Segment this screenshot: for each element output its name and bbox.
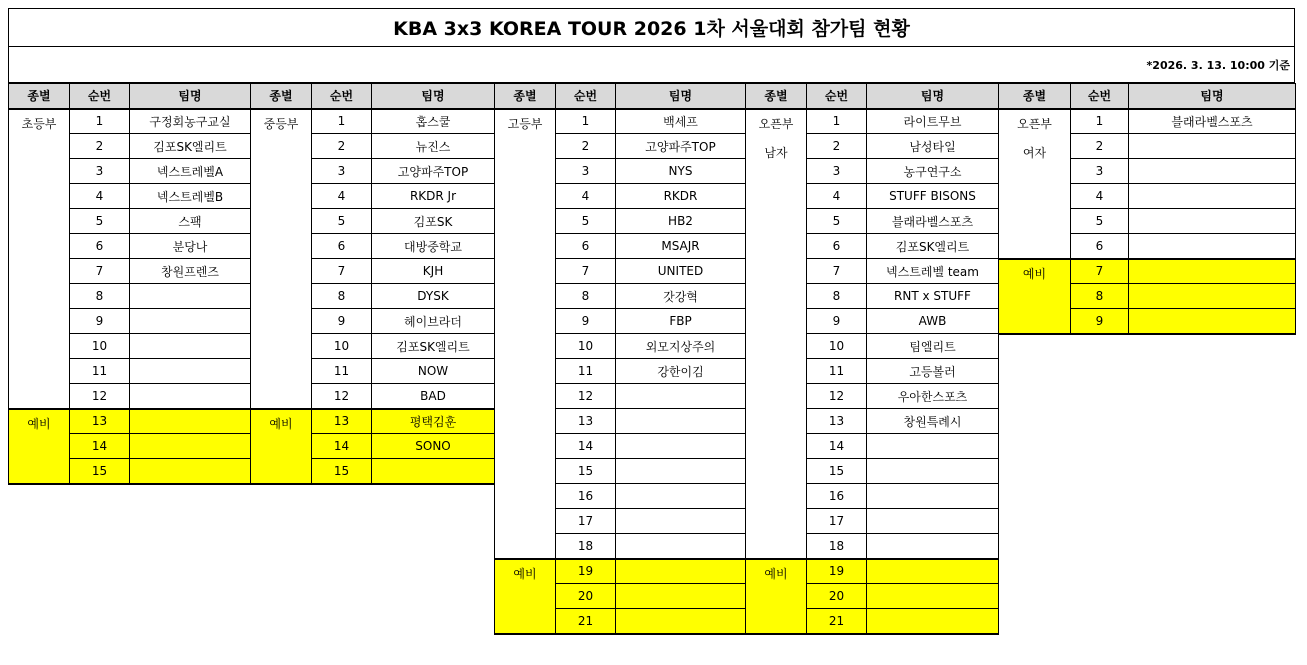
order-number: 7 (70, 259, 130, 284)
team-row (495, 109, 746, 134)
reserve-team-name (130, 409, 251, 434)
team-name: NOW (372, 359, 495, 384)
order-number: 6 (70, 234, 130, 259)
order-number: 14 (312, 434, 372, 459)
team-name: 강한이김 (616, 359, 746, 384)
team-name (1129, 209, 1296, 234)
team-name: 구정회농구교실 (130, 109, 251, 134)
header-team: 팀명 (867, 84, 999, 109)
team-name: 분당나 (130, 234, 251, 259)
order-number: 12 (312, 384, 372, 409)
order-number: 6 (556, 234, 616, 259)
header-team: 팀명 (130, 84, 251, 109)
order-number: 3 (807, 159, 867, 184)
reserve-division-cell (9, 409, 70, 484)
order-number: 13 (312, 409, 372, 434)
section-table-middle (250, 83, 495, 485)
order-number: 1 (312, 109, 372, 134)
header-division: 종별 (251, 84, 312, 109)
order-number: 1 (807, 109, 867, 134)
order-number: 10 (70, 334, 130, 359)
reserve-division-cell (251, 409, 312, 484)
order-number: 11 (807, 359, 867, 384)
order-number: 12 (807, 384, 867, 409)
team-name: 외모지상주의 (616, 334, 746, 359)
order-number: 6 (807, 234, 867, 259)
team-name: 대방중학교 (372, 234, 495, 259)
team-name (1129, 134, 1296, 159)
team-name: 남성타일 (867, 134, 999, 159)
team-row (999, 109, 1296, 134)
header-order: 순번 (807, 84, 867, 109)
order-number: 12 (556, 384, 616, 409)
division-sub-label: 남자 (764, 145, 788, 160)
order-number: 5 (556, 209, 616, 234)
team-name (867, 484, 999, 509)
order-number: 8 (556, 284, 616, 309)
division-cell (999, 109, 1071, 259)
order-number: 10 (807, 334, 867, 359)
order-number: 5 (807, 209, 867, 234)
team-name: MSAJR (616, 234, 746, 259)
team-name: 농구연구소 (867, 159, 999, 184)
order-number: 9 (1071, 309, 1129, 334)
team-name: RKDR Jr (372, 184, 495, 209)
header-row (746, 84, 999, 109)
reserve-label: 예비 (1022, 266, 1047, 281)
order-number: 9 (556, 309, 616, 334)
team-name (867, 534, 999, 559)
team-name: 고등볼러 (867, 359, 999, 384)
order-number: 19 (556, 559, 616, 584)
reserve-team-name (867, 609, 999, 634)
team-name (616, 459, 746, 484)
header-team: 팀명 (616, 84, 746, 109)
order-number: 6 (312, 234, 372, 259)
order-number: 18 (807, 534, 867, 559)
team-name: 블래라벨스포츠 (867, 209, 999, 234)
order-number: 3 (1071, 159, 1129, 184)
reserve-division-cell (746, 559, 807, 634)
order-number: 10 (556, 334, 616, 359)
reserve-division-cell (999, 259, 1071, 334)
team-name: RNT x STUFF (867, 284, 999, 309)
reserve-division-cell (495, 559, 556, 634)
order-number: 9 (807, 309, 867, 334)
order-number: 3 (312, 159, 372, 184)
order-number: 20 (556, 584, 616, 609)
team-name: 넥스트레벨A (130, 159, 251, 184)
team-name: 라이트무브 (867, 109, 999, 134)
team-name (616, 509, 746, 534)
team-name: 창원프렌즈 (130, 259, 251, 284)
order-number: 17 (556, 509, 616, 534)
reserve-label: 예비 (513, 566, 537, 581)
order-number: 4 (1071, 184, 1129, 209)
team-name (1129, 184, 1296, 209)
team-name: 넥스트레벨B (130, 184, 251, 209)
order-number: 17 (807, 509, 867, 534)
reserve-label: 예비 (269, 416, 293, 431)
division-cell (495, 109, 556, 559)
team-name: 백세프 (616, 109, 746, 134)
order-number: 11 (70, 359, 130, 384)
division-label: 오픈부 (1017, 116, 1052, 131)
order-number: 13 (70, 409, 130, 434)
order-number: 2 (807, 134, 867, 159)
order-number: 12 (70, 384, 130, 409)
team-name: 뉴진스 (372, 134, 495, 159)
team-name: 스팩 (130, 209, 251, 234)
team-name (867, 434, 999, 459)
order-number: 19 (807, 559, 867, 584)
order-number: 1 (1071, 109, 1129, 134)
division-label: 고등부 (507, 116, 543, 131)
reserve-team-name (130, 459, 251, 484)
order-number: 14 (556, 434, 616, 459)
order-number: 16 (807, 484, 867, 509)
order-number: 15 (70, 459, 130, 484)
reserve-team-name (867, 559, 999, 584)
order-number: 4 (312, 184, 372, 209)
order-number: 3 (556, 159, 616, 184)
team-name (616, 484, 746, 509)
order-number: 8 (70, 284, 130, 309)
order-number: 2 (312, 134, 372, 159)
division-label: 초등부 (21, 116, 57, 131)
header-order: 순번 (312, 84, 372, 109)
reserve-team-name (1129, 309, 1296, 334)
order-number: 13 (556, 409, 616, 434)
order-number: 5 (312, 209, 372, 234)
team-name: 김포SK엘리트 (130, 134, 251, 159)
order-number: 9 (312, 309, 372, 334)
team-name: 갓강혁 (616, 284, 746, 309)
order-number: 16 (556, 484, 616, 509)
team-name (130, 309, 251, 334)
team-name: AWB (867, 309, 999, 334)
reserve-row (251, 409, 495, 434)
order-number: 5 (70, 209, 130, 234)
team-name (867, 509, 999, 534)
reserve-team-name (616, 609, 746, 634)
order-number: 20 (807, 584, 867, 609)
header-row (999, 84, 1296, 109)
team-name: 우아한스포츠 (867, 384, 999, 409)
reserve-row (999, 259, 1296, 284)
team-name: 김포SK (372, 209, 495, 234)
reserve-team-name (867, 584, 999, 609)
order-number: 4 (807, 184, 867, 209)
section-table-high (494, 83, 746, 635)
order-number: 10 (312, 334, 372, 359)
team-name (616, 409, 746, 434)
reserve-label: 예비 (764, 566, 788, 581)
reserve-row (9, 409, 251, 434)
section-table-open-women (998, 83, 1296, 335)
order-number: 11 (556, 359, 616, 384)
team-name (616, 534, 746, 559)
header-row (495, 84, 746, 109)
team-name: HB2 (616, 209, 746, 234)
header-order: 순번 (556, 84, 616, 109)
team-name: 김포SK엘리트 (867, 234, 999, 259)
header-team: 팀명 (372, 84, 495, 109)
team-name: 고양파주TOP (616, 134, 746, 159)
header-division: 종별 (495, 84, 556, 109)
team-name (130, 284, 251, 309)
team-name (130, 384, 251, 409)
team-name: FBP (616, 309, 746, 334)
header-row (251, 84, 495, 109)
reserve-team-name: 평택김훈 (372, 409, 495, 434)
header-row (9, 84, 251, 109)
reserve-row (495, 559, 746, 584)
reserve-team-name (616, 559, 746, 584)
team-name: 블래라벨스포츠 (1129, 109, 1296, 134)
order-number: 14 (70, 434, 130, 459)
team-name: BAD (372, 384, 495, 409)
team-name: 넥스트레벨 team (867, 259, 999, 284)
header-division: 종별 (999, 84, 1071, 109)
team-row (746, 109, 999, 134)
order-number: 8 (312, 284, 372, 309)
team-row (251, 109, 495, 134)
team-name: UNITED (616, 259, 746, 284)
order-number: 4 (556, 184, 616, 209)
order-number: 15 (556, 459, 616, 484)
team-name: STUFF BISONS (867, 184, 999, 209)
team-name: 고양파주TOP (372, 159, 495, 184)
team-name (616, 384, 746, 409)
reserve-team-name (372, 459, 495, 484)
order-number: 15 (807, 459, 867, 484)
header-division: 종별 (746, 84, 807, 109)
order-number: 2 (556, 134, 616, 159)
reserve-team-name (1129, 284, 1296, 309)
order-number: 1 (70, 109, 130, 134)
order-number: 2 (70, 134, 130, 159)
team-name: 창원특례시 (867, 409, 999, 434)
reserve-label: 예비 (27, 416, 51, 431)
header-division: 종별 (9, 84, 70, 109)
division-cell (746, 109, 807, 559)
reserve-team-name: SONO (372, 434, 495, 459)
team-name: 헤이브라더 (372, 309, 495, 334)
division-cell (9, 109, 70, 409)
team-name (130, 334, 251, 359)
order-number: 4 (70, 184, 130, 209)
page-title: KBA 3x3 KOREA TOUR 2026 1차 서울대회 참가팀 현황 (8, 8, 1295, 47)
section-table-open-men (745, 83, 999, 635)
division-sub-label: 여자 (1022, 145, 1047, 160)
order-number: 3 (70, 159, 130, 184)
team-name: DYSK (372, 284, 495, 309)
team-name: RKDR (616, 184, 746, 209)
team-name (616, 434, 746, 459)
division-label: 오픈부 (758, 116, 794, 131)
team-name (130, 359, 251, 384)
team-name: 팀엘리트 (867, 334, 999, 359)
order-number: 21 (807, 609, 867, 634)
order-number: 21 (556, 609, 616, 634)
order-number: 8 (807, 284, 867, 309)
team-name: NYS (616, 159, 746, 184)
team-name: 김포SK엘리트 (372, 334, 495, 359)
order-number: 5 (1071, 209, 1129, 234)
as-of-date: *2026. 3. 13. 10:00 기준 (8, 47, 1295, 83)
section-table-elementary (8, 83, 251, 485)
order-number: 11 (312, 359, 372, 384)
order-number: 7 (556, 259, 616, 284)
order-number: 7 (807, 259, 867, 284)
order-number: 7 (312, 259, 372, 284)
reserve-team-name (616, 584, 746, 609)
team-name: 홉스쿨 (372, 109, 495, 134)
team-name (867, 459, 999, 484)
division-label: 중등부 (263, 116, 299, 131)
header-team: 팀명 (1129, 84, 1296, 109)
team-name (1129, 234, 1296, 259)
order-number: 15 (312, 459, 372, 484)
order-number: 8 (1071, 284, 1129, 309)
order-number: 13 (807, 409, 867, 434)
team-row (9, 109, 251, 134)
reserve-team-name (1129, 259, 1296, 284)
header-order: 순번 (1071, 84, 1129, 109)
order-number: 9 (70, 309, 130, 334)
team-name: KJH (372, 259, 495, 284)
division-cell (251, 109, 312, 409)
order-number: 7 (1071, 259, 1129, 284)
team-name (1129, 159, 1296, 184)
order-number: 18 (556, 534, 616, 559)
reserve-row (746, 559, 999, 584)
order-number: 6 (1071, 234, 1129, 259)
reserve-team-name (130, 434, 251, 459)
order-number: 1 (556, 109, 616, 134)
header-order: 순번 (70, 84, 130, 109)
order-number: 14 (807, 434, 867, 459)
order-number: 2 (1071, 134, 1129, 159)
